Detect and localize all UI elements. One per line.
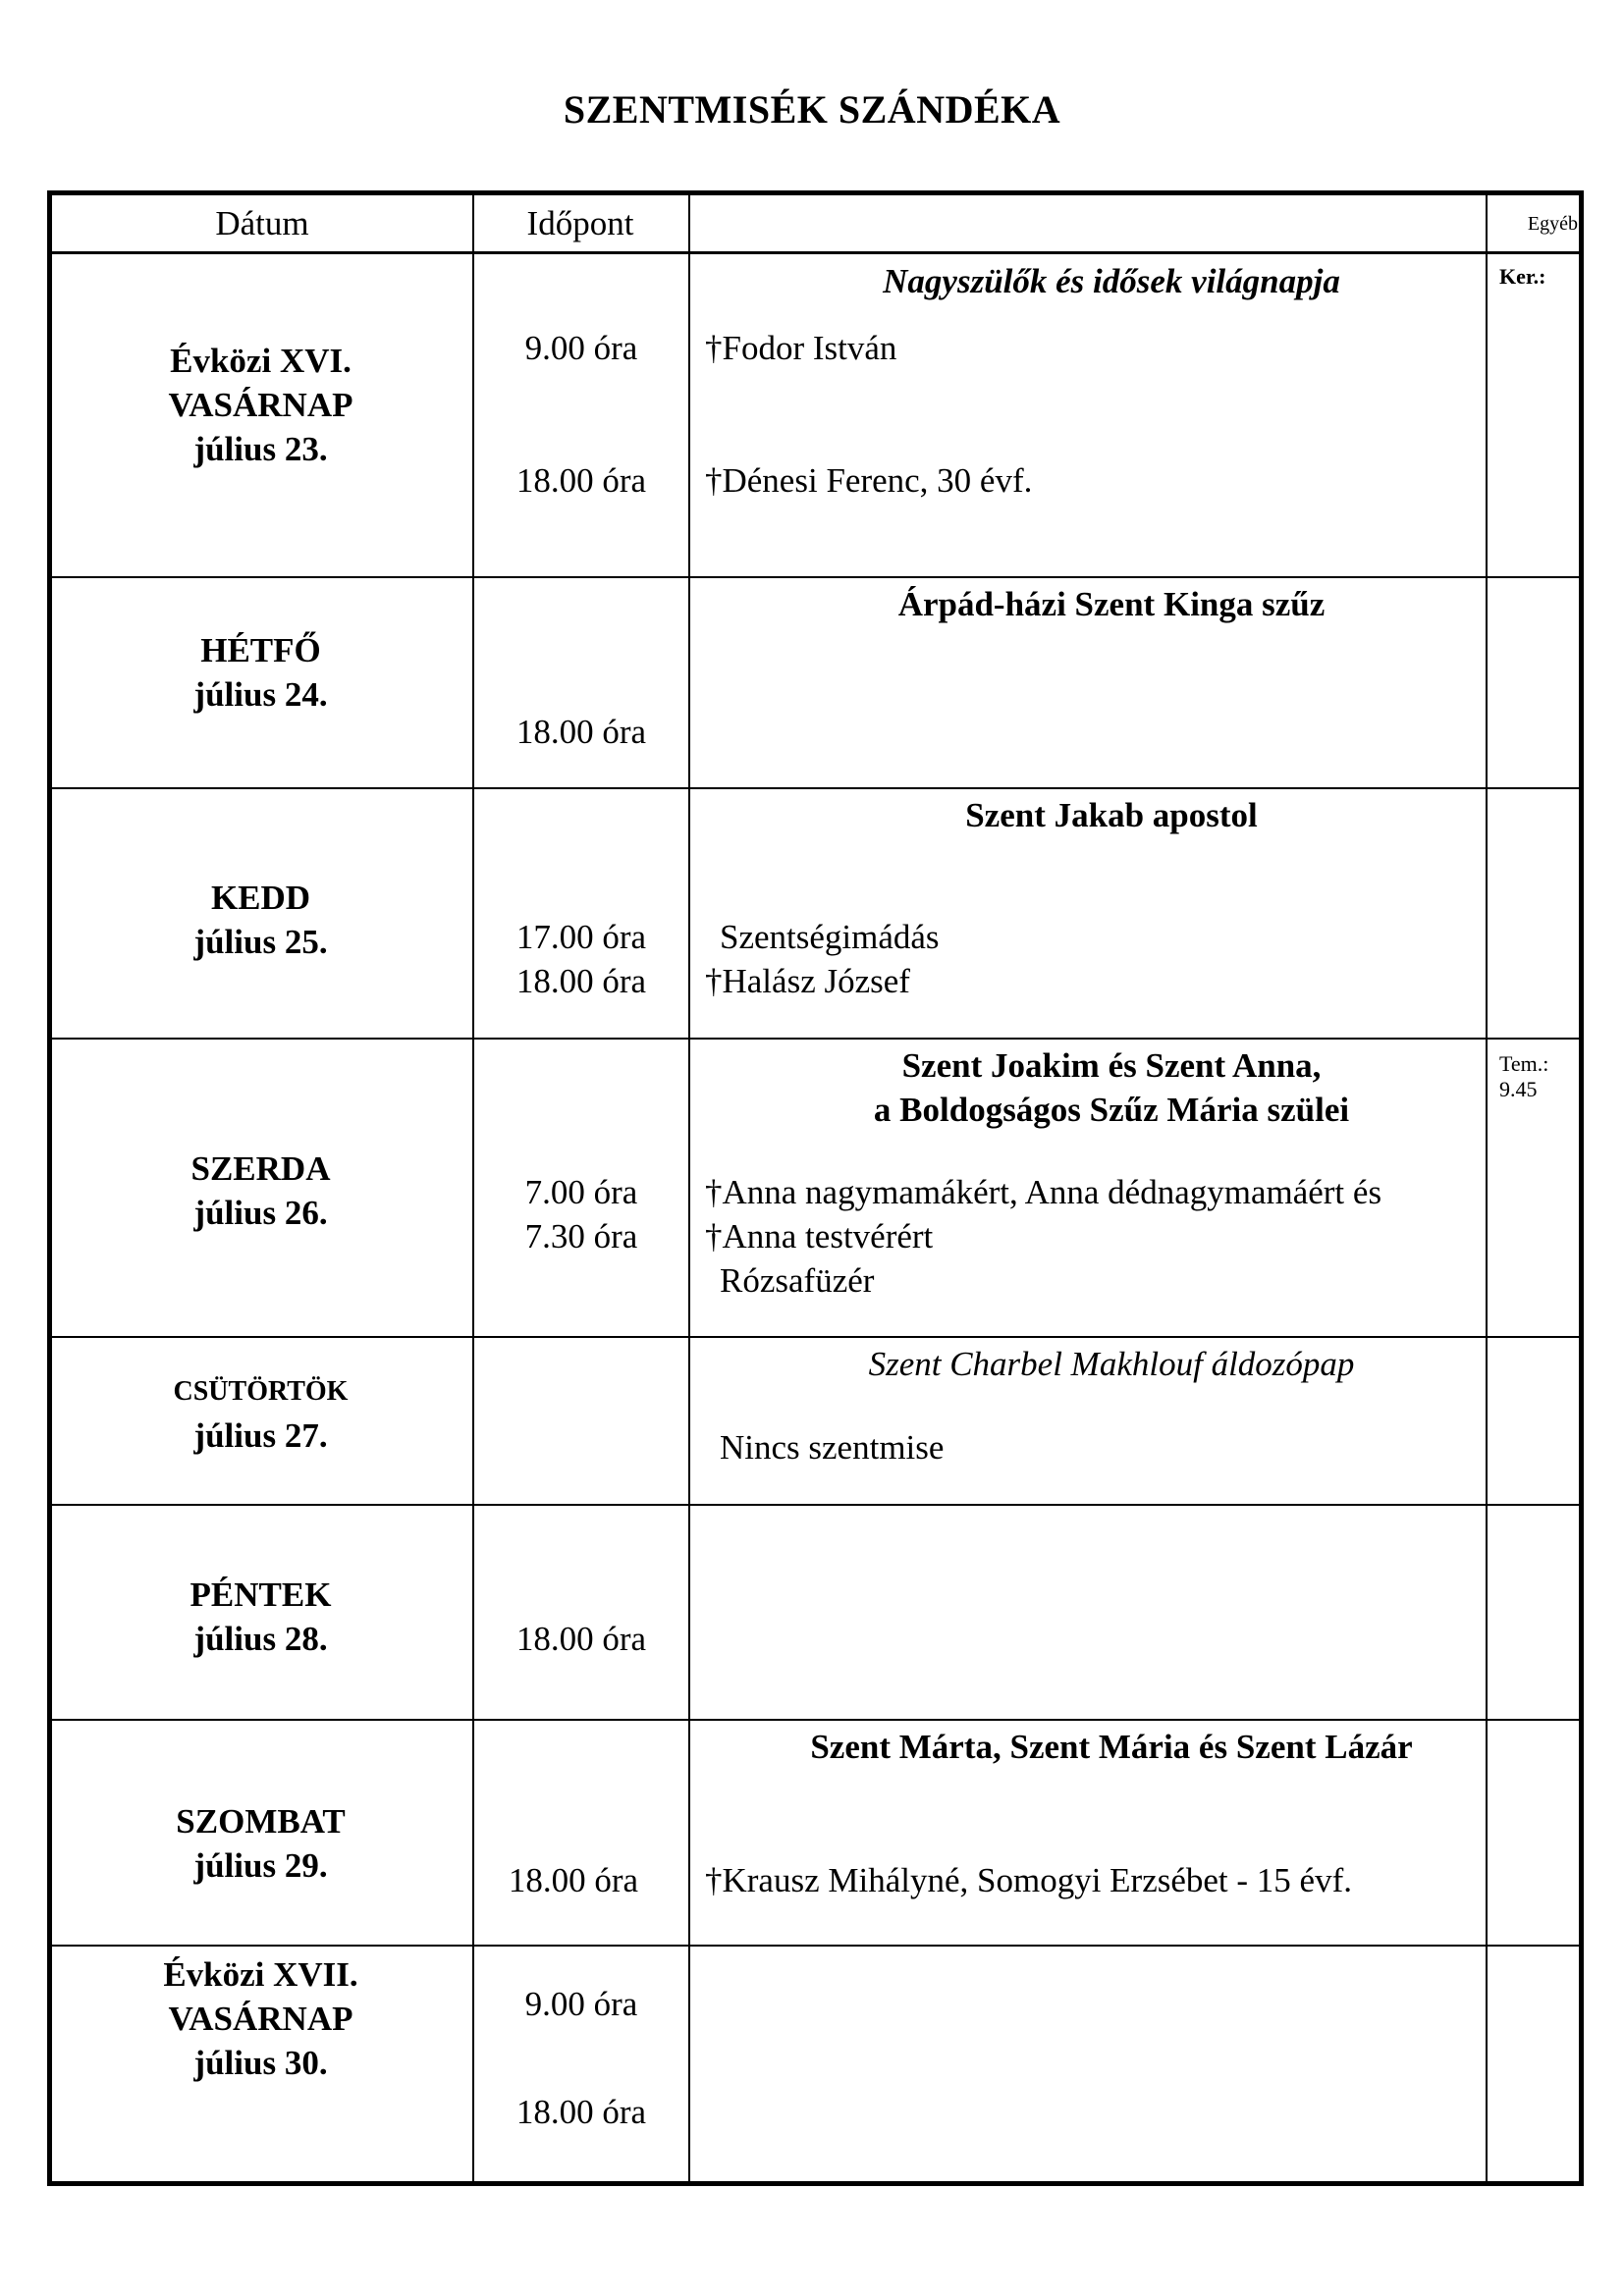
row-divider <box>52 1038 1579 1040</box>
day-label <box>52 1369 469 1458</box>
header-time: Időpont <box>526 204 634 242</box>
mass-time: 7.30 óra <box>524 1217 638 1255</box>
day-name: CSÜTÖRTÖK <box>173 1376 349 1407</box>
date-label: július 25. <box>193 923 328 961</box>
day-name: PÉNTEK <box>189 1575 332 1614</box>
date-label: július 26. <box>193 1194 328 1232</box>
column-divider <box>1486 195 1488 2181</box>
row-divider <box>52 576 1579 578</box>
feast-title: Szent Márta, Szent Mária és Szent Lázár <box>810 1728 1413 1766</box>
date-label: július 23. <box>193 430 328 468</box>
header-divider <box>52 251 1579 254</box>
date-label: július 30. <box>193 2044 328 2082</box>
mass-time: 18.00 óra <box>515 962 647 1000</box>
mass-time: 7.00 óra <box>524 1173 638 1211</box>
schedule-table <box>47 190 1584 2186</box>
day-label <box>52 876 469 964</box>
date-label: július 24. <box>193 675 328 714</box>
day-name: HÉTFŐ <box>200 631 321 669</box>
row-divider <box>52 1336 1579 1338</box>
day-name: Évközi XVI. <box>170 342 352 380</box>
page-title: SZENTMISÉK SZÁNDÉKA <box>563 87 1061 132</box>
mass-time: 18.00 óra <box>515 2093 647 2131</box>
date-label: július 29. <box>193 1846 328 1885</box>
other-note-line: Tem.: <box>1499 1051 1549 1076</box>
mass-time: 18.00 óra <box>515 713 647 751</box>
header-other: Egyéb <box>1527 213 1578 235</box>
day-label <box>52 1952 469 2085</box>
row-divider <box>52 1719 1579 1721</box>
day-label <box>52 628 469 717</box>
day-label <box>52 1573 469 1661</box>
mass-intention: Nincs szentmise <box>720 1428 945 1467</box>
other-note: Ker.: <box>1499 264 1546 289</box>
date-label: július 27. <box>193 1416 328 1455</box>
row-divider <box>52 787 1579 789</box>
day-name: SZERDA <box>190 1149 331 1188</box>
day-label <box>52 339 469 471</box>
feast-title: Szent Jakab apostol <box>965 796 1258 834</box>
mass-time: 18.00 óra <box>515 461 647 500</box>
row-divider <box>52 1504 1579 1506</box>
date-label: július 28. <box>193 1620 328 1658</box>
other-note <box>1499 1051 1548 1102</box>
day-label <box>52 1799 469 1888</box>
mass-time: 17.00 óra <box>515 918 647 956</box>
feast-title-line: Szent Joakim és Szent Anna, <box>901 1046 1322 1085</box>
day-name: KEDD <box>210 879 311 917</box>
feast-title: Szent Charbel Makhlouf áldozópap <box>868 1345 1355 1383</box>
mass-time: 18.00 óra <box>515 1620 647 1658</box>
day-label <box>52 1147 469 1235</box>
row-divider <box>52 1945 1579 1947</box>
other-note-line: 9.45 <box>1499 1077 1538 1101</box>
header-date: Dátum <box>215 204 309 242</box>
mass-intention: †Krausz Mihályné, Somogyi Erzsébet - 15 évf. <box>705 1861 1353 1899</box>
feast-title <box>693 1043 1530 1132</box>
feast-title: Árpád-házi Szent Kinga szűz <box>897 585 1326 623</box>
mass-time: 18.00 óra <box>508 1861 639 1899</box>
mass-intention: Szentségimádás <box>720 918 940 956</box>
feast-title-line: a Boldogságos Szűz Mária szülei <box>873 1091 1350 1129</box>
day-name: VASÁRNAP <box>168 2000 353 2038</box>
mass-intention: †Anna nagymamákért, Anna dédnagymamáért és <box>705 1173 1382 1211</box>
mass-time: 9.00 óra <box>524 1985 638 2023</box>
mass-intention: †Dénesi Ferenc, 30 évf. <box>705 461 1033 500</box>
day-name: Évközi XVII. <box>163 1955 358 1994</box>
mass-intention: †Anna testvérért <box>705 1217 934 1255</box>
mass-intention: Rózsafüzér <box>720 1261 875 1300</box>
feast-title: Nagyszülők és idősek világnapja <box>883 262 1340 300</box>
mass-intention: †Halász József <box>705 962 910 1000</box>
column-divider <box>688 195 690 2181</box>
mass-time: 9.00 óra <box>524 329 638 367</box>
mass-intention: †Fodor István <box>705 329 897 367</box>
day-name: VASÁRNAP <box>168 386 353 424</box>
day-name: SZOMBAT <box>176 1802 346 1841</box>
